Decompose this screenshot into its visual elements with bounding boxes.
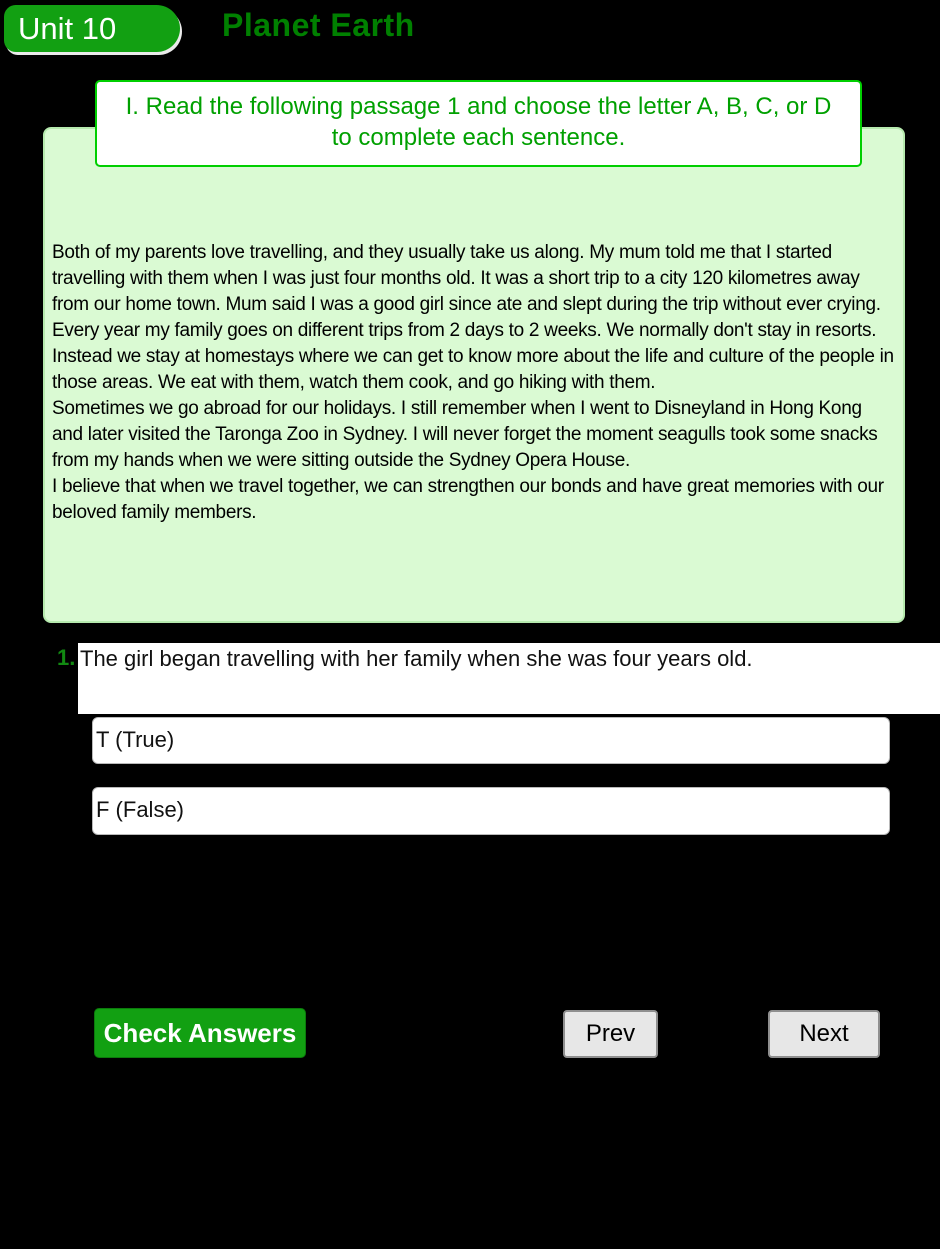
question-number: 1. [57,645,76,670]
page-title: Planet Earth [222,7,415,43]
prev-button-label: Prev [585,1020,636,1047]
passage-paragraph-4: I believe that when we travel together, we can strengthen our bonds and have great memories with our beloved family members. [52,476,884,523]
instruction-text: I. Read the following passage 1 and choose the letter A, B, C, or D to complete each sentence. [125,93,832,151]
unit-badge-label: Unit 10 [18,10,117,46]
answer-option-false[interactable] [92,787,890,835]
instruction-box [95,80,862,167]
passage-paragraph-3: Sometimes we go abroad for our holidays. I still remember when I went to Disneyland in Hong Kong and later visited the Taronga Zoo in Sydney. I will never forget the moment seagulls took some snacks from my hands when we were sitting outside the Sydney Opera House. [52,398,878,471]
answer-option-false-label: F (False) [96,797,184,822]
check-answers-button[interactable] [94,1008,306,1058]
answer-option-true-label: T (True) [96,727,175,752]
unit-badge [4,5,180,52]
check-answers-label: Check Answers [103,1017,297,1048]
question-text-box [78,643,940,714]
passage-text [52,240,894,526]
next-button-label: Next [799,1020,849,1047]
passage-paragraph-2: Every year my family goes on different trips from 2 days to 2 weeks. We normally don't stay in resorts. Instead we stay at homestays where we can get to know more about the life and culture of the people in those areas. We eat with them, watch them cook, and go hiking with them. [52,320,894,393]
passage-paragraph-1: Both of my parents love travelling, and they usually take us along. My mum told me that I started travelling with them when I was just four months old. It was a short trip to a city 120 kilometres away from our home town. Mum said I was a good girl since ate and slept during the trip without ever crying. [52,242,881,315]
next-button[interactable] [768,1010,880,1058]
question-text: The girl began travelling with her family when she was four years old. [80,646,753,671]
prev-button[interactable] [563,1010,658,1058]
answer-option-true[interactable] [92,717,890,764]
